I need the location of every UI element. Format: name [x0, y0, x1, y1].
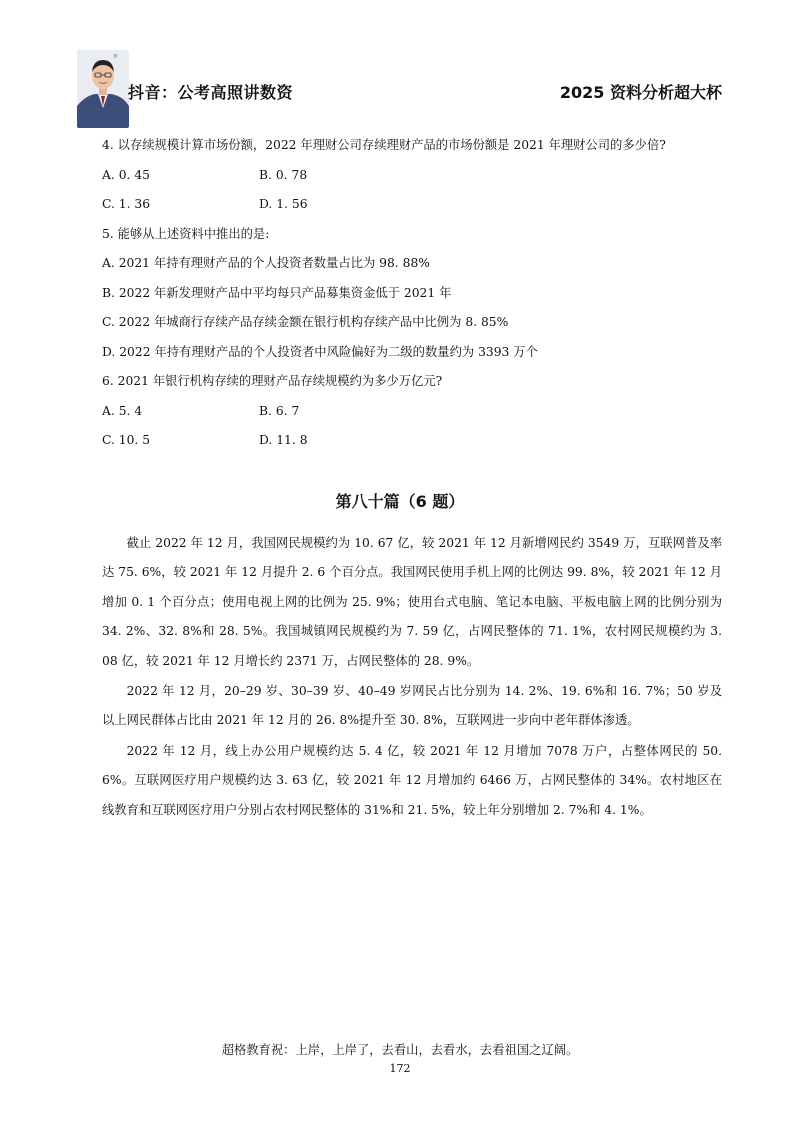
option-a: A. 2021 年持有理财产品的个人投资者数量占比为 98. 88% — [102, 256, 430, 270]
footer-motto: 超格教育祝：上岸，上岸了，去看山，去看水，去看祖国之辽阔。 — [221, 1043, 579, 1057]
question-5 — [102, 220, 722, 368]
option-d: D. 1. 56 — [259, 197, 308, 211]
section-title: 第八十篇（6 题） — [335, 492, 465, 511]
option-row — [102, 426, 722, 456]
question-stem: 6. 2021 年银行机构存续的理财产品存续规模约为多少万亿元? — [102, 374, 443, 388]
option-c: C. 2022 年城商行存续产品存续金额在银行机构存续产品中比例为 8. 85% — [102, 315, 509, 329]
question-4 — [102, 131, 722, 220]
passage-paragraph-1: 截止 2022 年 12 月，我国网民规模约为 10. 67 亿，较 2021 年 12 月新增网民约 3549 万，互联网普及率达 75. 6%，较 2021 年 12 月提升 2. 6 个百分点。我国网民使用手机上网的比例达 99. 8%，较 2021 年 12 月增加 0. 1 个百分点；使用电视上网的比例为 25. 9%；使用台式电脑、笔记本电脑、平板电脑上网的比例分别为 34. 2%、32. 8%和 28. 5%。我国城镇网民规模约为 7. 59 亿，占网民整体的 71. 1%，农村网民规模约为 3. 08 亿，较 2021 年 12 月增长约 2371 万，占网民整体的 28. 9%。 — [102, 536, 722, 668]
passage-paragraph-2: 2022 年 12 月，20–29 岁、30–39 岁、40–49 岁网民占比分别为 14. 2%、19. 6%和 16. 7%；50 岁及以上网民群体占比由 2021 年 12 月的 26. 8%提升至 30. 8%，互联网进一步向中老年群体渗透。 — [102, 684, 722, 728]
page-header — [0, 0, 800, 130]
option-d: D. 2022 年持有理财产品的个人投资者中风险偏好为二级的数量约为 3393 万个 — [102, 344, 538, 359]
option-c: C. 10. 5 — [102, 433, 151, 447]
option-d: D. 11. 8 — [259, 433, 308, 447]
option-a: A. 0. 45 — [102, 167, 150, 182]
option-row — [102, 161, 722, 191]
option-c: C. 1. 36 — [102, 197, 151, 211]
header-book-title: 2025 资料分析超大杯 — [559, 83, 722, 102]
option-b: B. 6. 7 — [259, 403, 300, 418]
question-stem: 5. 能够从上述资料中推出的是: — [102, 226, 270, 241]
reading-passage — [102, 529, 722, 826]
author-photo — [77, 50, 129, 128]
option-row — [102, 190, 722, 220]
author-photo-icon — [77, 50, 129, 128]
header-account-text: 抖音：公考高照讲数资 — [128, 83, 294, 102]
option-a: A. 5. 4 — [102, 403, 143, 418]
option-row — [102, 397, 722, 427]
question-stem: 4. 以存续规模计算市场份额，2022 年理财公司存续理财产品的市场份额是 2021 年理财公司的多少倍? — [102, 138, 666, 152]
question-list — [102, 131, 722, 456]
page-number: 172 — [389, 1062, 411, 1075]
question-6 — [102, 367, 722, 456]
option-b: B. 2022 年新发理财产品中平均每只产品募集资金低于 2021 年 — [102, 285, 452, 300]
registered-mark: ® — [113, 54, 118, 60]
passage-paragraph-3: 2022 年 12 月，线上办公用户规模约达 5. 4 亿，较 2021 年 12 月增加 7078 万户，占整体网民的 50. 6%。互联网医疗用户规模约达 3. 63 亿，较 2021 年 12 月增加约 6466 万，占网民整体的 34%。农村地区在线教育和互联网医疗用户分别占农村网民整体的 31%和 21. 5%，较上年分别增加 2. 7%和 4. 1%。 — [102, 743, 722, 817]
option-b: B. 0. 78 — [259, 167, 308, 182]
